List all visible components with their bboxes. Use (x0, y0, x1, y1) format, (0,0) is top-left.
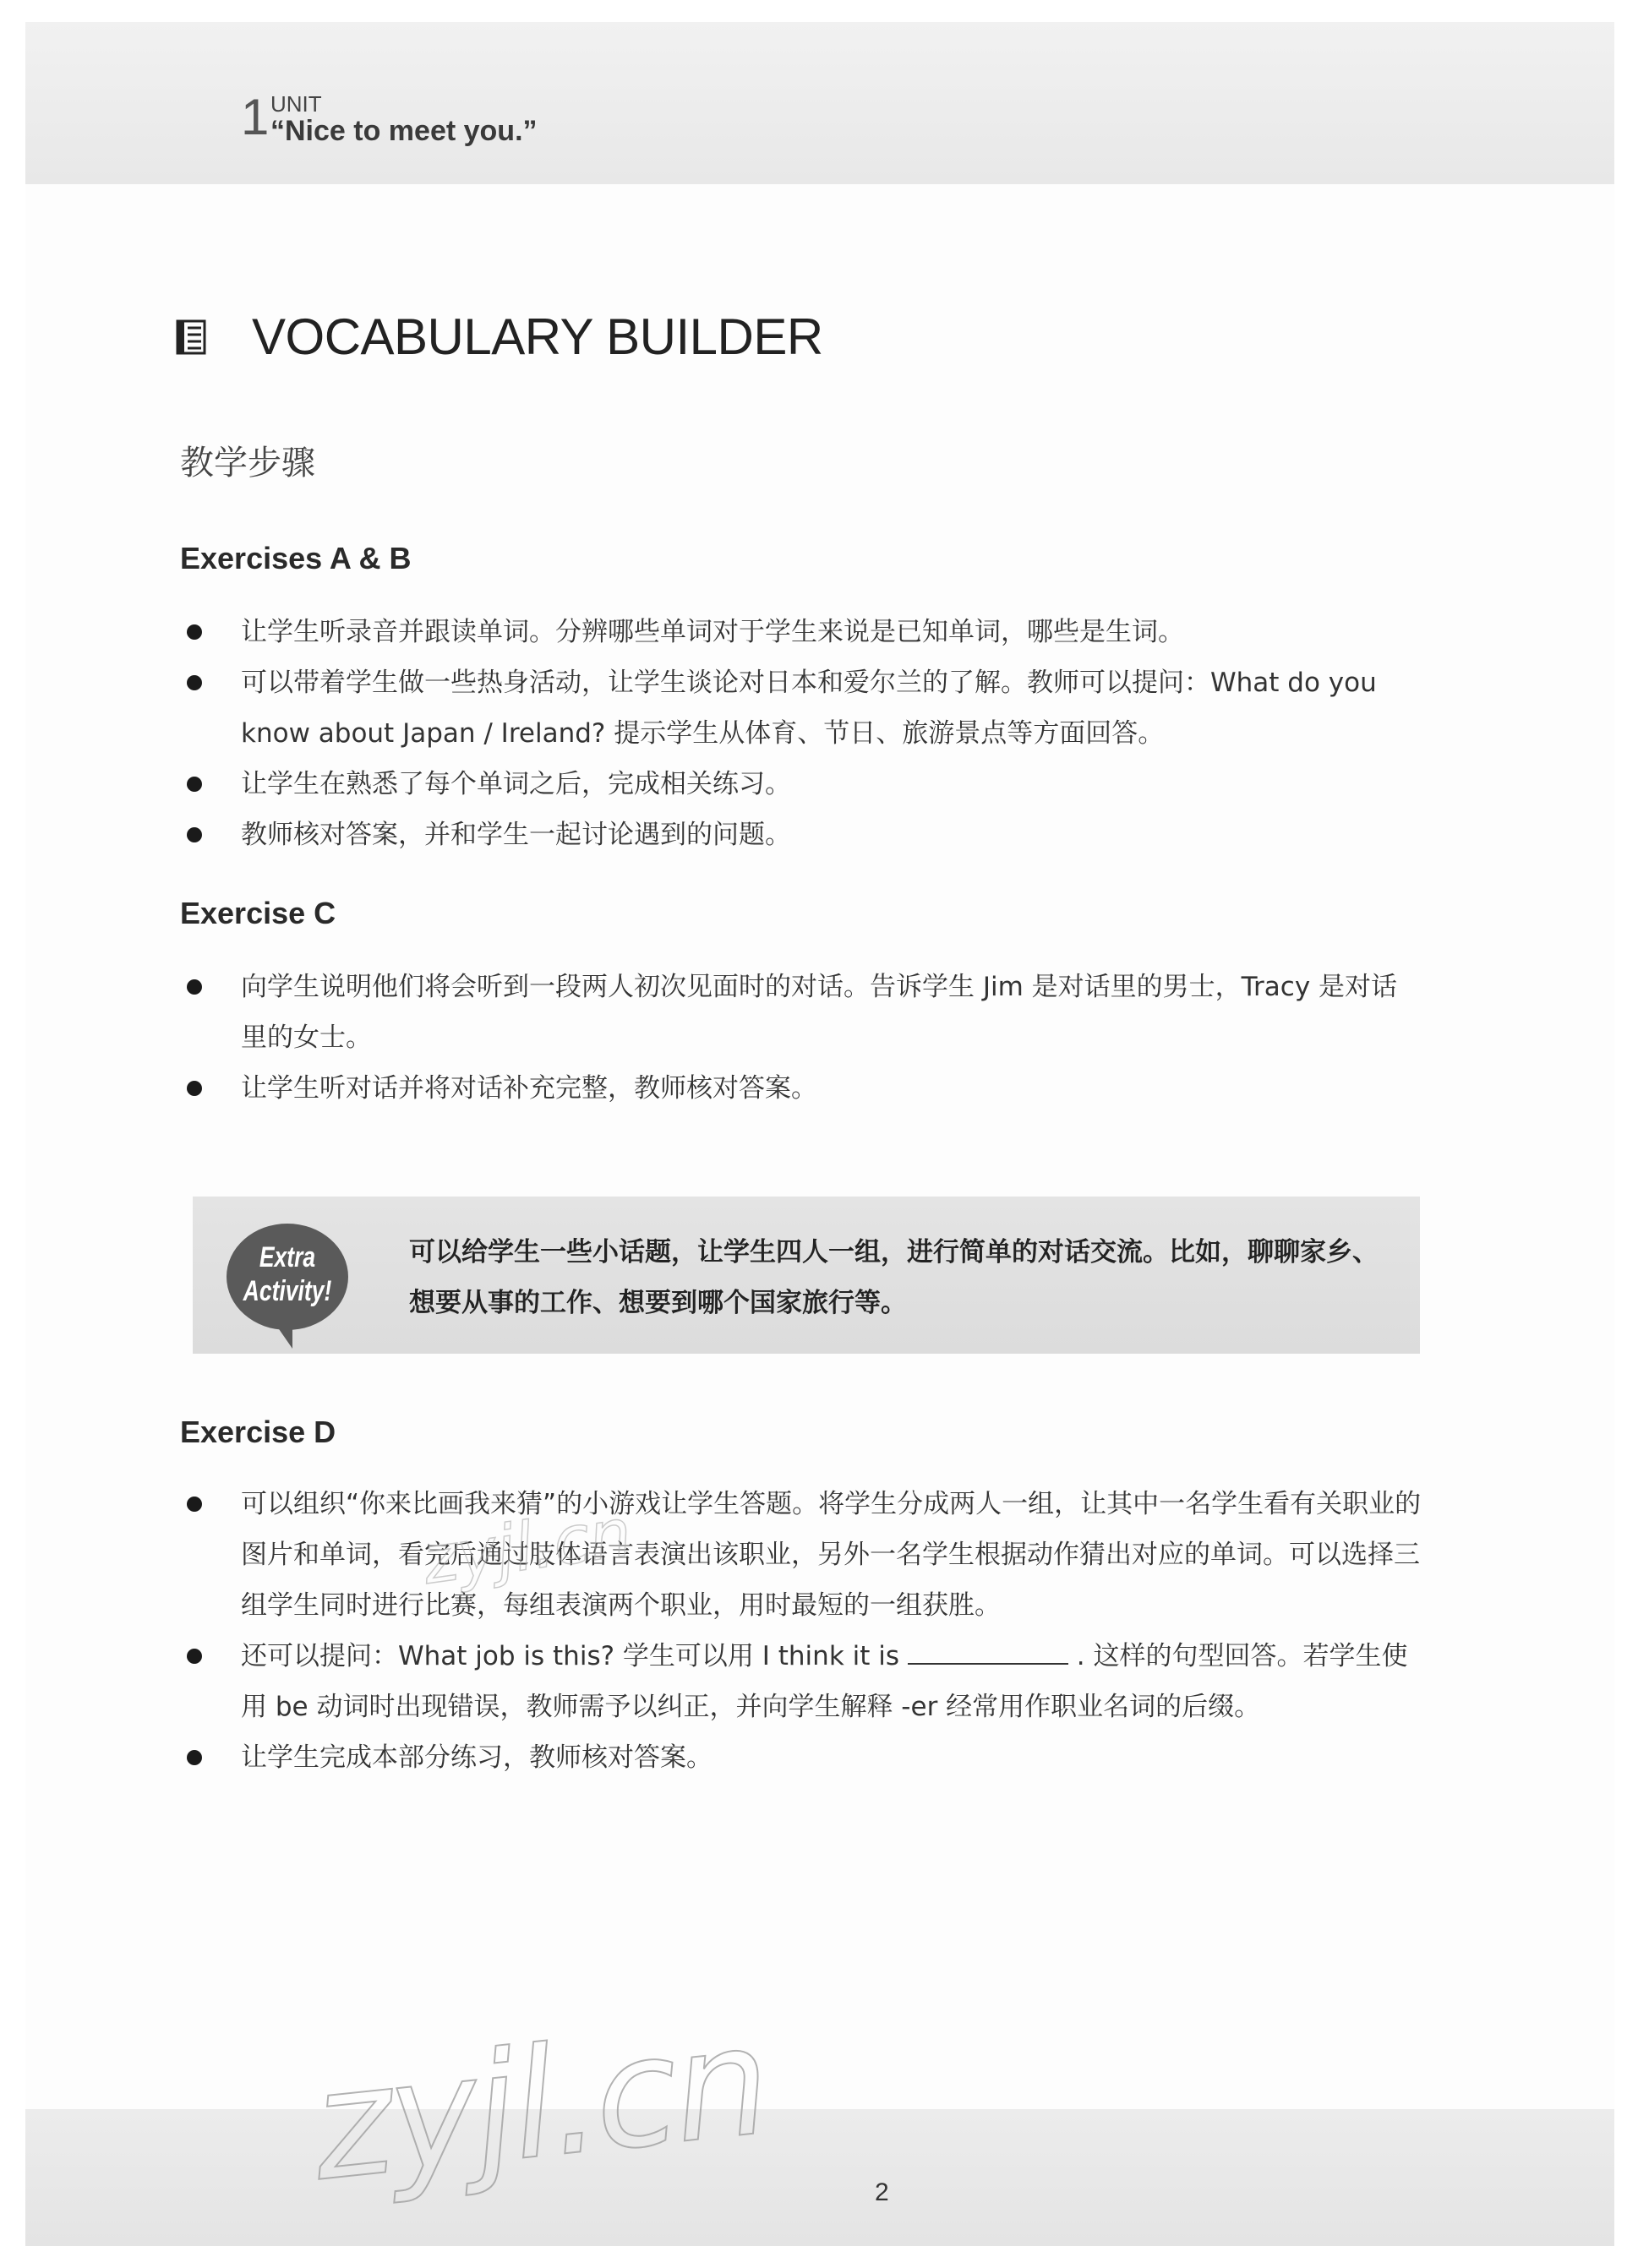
list-item: 可以组织“你来比画我来猜”的小游戏让学生答题。将学生分成两人一组，让其中一名学生看有关职业的图片和单词，看完后通过肢体语言表演出该职业，另外一名学生根据动作猜出对应的单词。可以选择三组学生同时进行比赛，每组表演两个职业，用时最短的一组获胜。 (180, 1479, 1422, 1631)
bullet-icon (187, 624, 202, 640)
unit-number: 1 (241, 89, 270, 145)
document-page (25, 22, 1614, 2246)
header-band (25, 22, 1614, 184)
bullet-icon (187, 1649, 202, 1664)
bullet-icon (187, 675, 202, 690)
list-item: 让学生完成本部分练习，教师核对答案。 (180, 1732, 1422, 1783)
extra-badge-line2: Activity! (243, 1275, 332, 1307)
unit-label: UNIT (270, 91, 322, 117)
exercise-c-list (180, 962, 1422, 1114)
footer-band (25, 2109, 1614, 2246)
section-subtitle: 教学步骤 (180, 444, 315, 482)
list-item: 让学生听对话并将对话补充完整，教师核对答案。 (180, 1063, 1422, 1114)
exercises-ab-heading: Exercises A & B (180, 541, 412, 575)
list-item: 让学生听录音并跟读单词。分辨哪些单词对于学生来说是已知单词，哪些是生词。 (180, 607, 1422, 657)
list-item: 向学生说明他们将会听到一段两人初次见面时的对话。告诉学生 Jim 是对话里的男士，Tracy 是对话里的女士。 (180, 962, 1422, 1063)
unit-title: “Nice to meet you.” (270, 115, 538, 147)
list-item: 让学生在熟悉了每个单词之后，完成相关练习。 (180, 759, 1422, 810)
bullet-icon (187, 777, 202, 792)
exercise-c-heading: Exercise C (180, 896, 336, 930)
extra-activity-badge (227, 1224, 348, 1330)
list-item: 可以带着学生做一些热身活动，让学生谈论对日本和爱尔兰的了解。教师可以提问：What do you know about Japan / Ireland? 提示学生从体育、节日、旅游景点等方面回答。 (180, 657, 1422, 759)
watermark: zyjl.cn (304, 1993, 775, 2215)
book-icon (176, 319, 208, 355)
exercise-d-list (180, 1479, 1422, 1783)
exercise-d-heading: Exercise D (180, 1415, 336, 1449)
watermark-small: zyjl.cn (418, 1495, 636, 1600)
extra-activity-box (193, 1197, 1420, 1354)
extra-badge-line1: Extra (259, 1241, 316, 1273)
extra-activity-text: 可以给学生一些小话题，让学生四人一组，进行简单的对话交流。比如，聊聊家乡、想要从事的工作、想要到哪个国家旅行等。 (409, 1237, 1379, 1318)
answer-blank (908, 1641, 1068, 1665)
bullet-icon (187, 1497, 202, 1512)
bullet-icon (187, 1081, 202, 1096)
section-title: VOCABULARY BUILDER (252, 308, 823, 365)
list-item: 还可以提问：What job is this? 学生可以用 I think it is . 这样的句型回答。若学生使用 be 动词时出现错误，教师需予以纠正，并向学生解释 -er 经常用作职业名词的后缀。 (180, 1631, 1422, 1732)
bullet-icon (187, 979, 202, 995)
exercises-ab-list (180, 607, 1422, 860)
page-number: 2 (875, 2178, 889, 2206)
list-item: 教师核对答案，并和学生一起讨论遇到的问题。 (180, 810, 1422, 860)
bullet-icon (187, 827, 202, 842)
bullet-icon (187, 1750, 202, 1765)
